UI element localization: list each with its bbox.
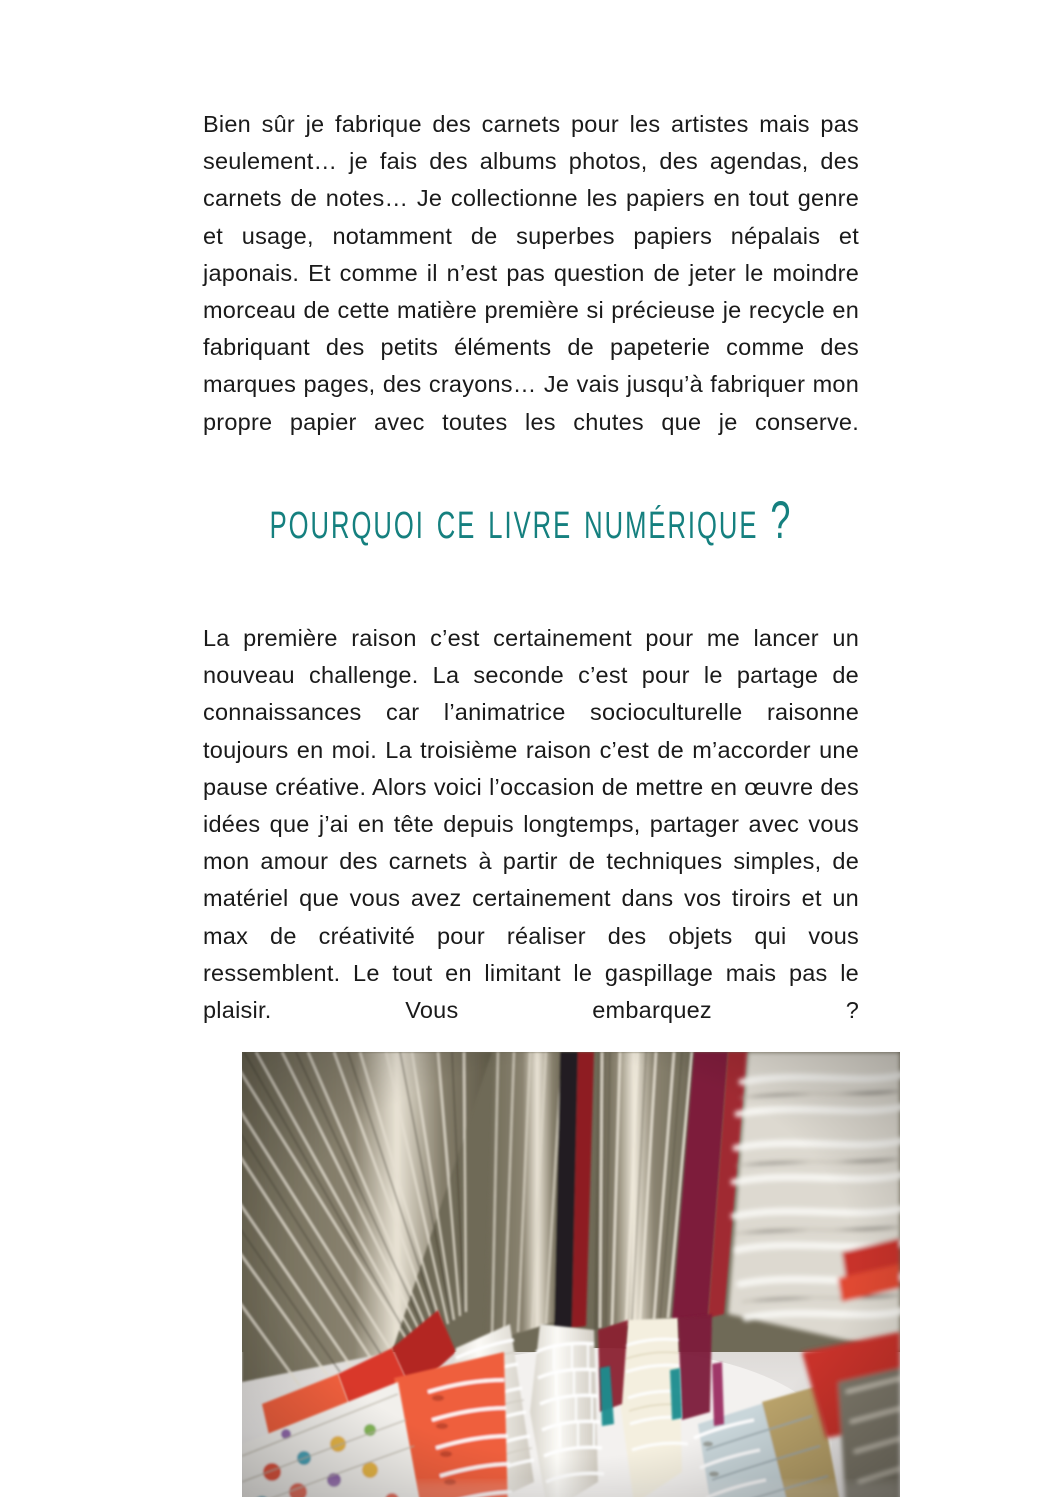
section-heading: pourquoi ce livre numérique ? <box>269 489 793 550</box>
intro-paragraph: Bien sûr je fabrique des carnets pour les artistes mais pas seulement… je fais des albums photos, des agendas, des carnets de notes… Je collectionne les papiers en tout genre et usage, notamment de superbes papiers népalais et japonais. Et comme il n’est pas question de jeter le moindre morceau de cette matière première si précieuse je recycle en fabriquant des petits éléments de papeterie comme des marques pages, des crayons… Je vais jusqu’à fabriquer mon propre papier avec toutes les chutes que je conserve. <box>203 111 859 435</box>
bookbinding-photo <box>242 1052 900 1497</box>
reason-paragraph: La première raison c’est certainement pour me lancer un nouveau challenge. La seconde c’est pour le partage de connaissances car l’animatrice socioculturelle raisonne toujours en moi. La troisième raison c’est de m’accorder une pause créative. Alors voici l’occasion de mettre en œuvre des idées que j’ai en tête depuis longtemps, partager avec vous mon amour des carnets à partir de techniques simples, de matériel que vous avez certainement dans vos tiroirs et un max de créativité pour réaliser des objets qui vous ressemblent. Le tout en limitant le gaspillage mais pas le plaisir. Vous embarquez ? <box>203 625 859 1024</box>
bookbinding-photo-illustration <box>242 1052 900 1497</box>
